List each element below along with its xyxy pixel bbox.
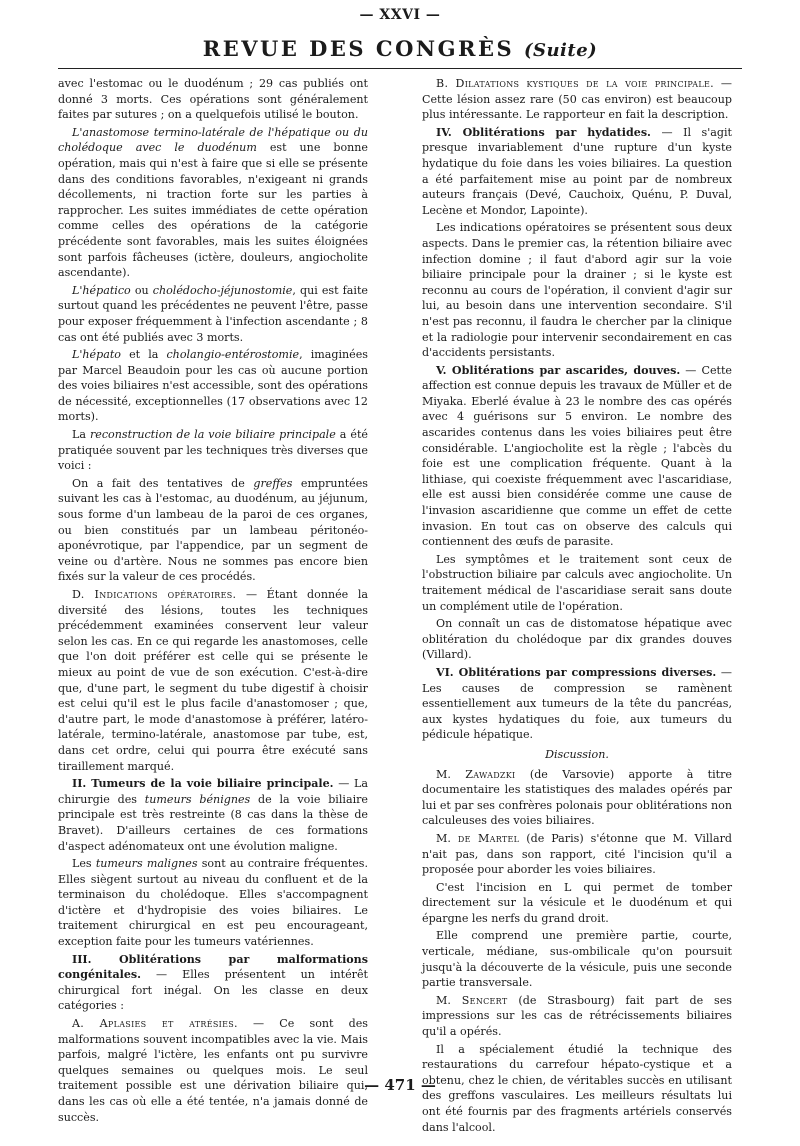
journal-title: [0, 36, 800, 61]
paragraph-text: empruntées suivant les cas à l'estomac, au duodénum, au jéjunum, sous forme d'un lambeau de la paroi de ces organes, ou bien constitués par un lambeau péritonéo-aponévrotique, par l'appendice, par un segment de veine ou d'artère. Nous ne sommes pas encore bien fixés sur la valeur de ces procédés.: [58, 476, 368, 584]
paragraph-text: a été pratiquée souvent par les techniques très diverses que voici :: [58, 428, 368, 473]
paragraph-text: — La chirurgie des: [58, 777, 368, 806]
discussion-heading: Discussion.: [545, 747, 609, 761]
paragraph-text: sont au contraire fréquentes. Elles siègent surtout au niveau du confluent et de la terminaison du cholédoque. Elles s'accompagnent d'ictère et d'hydropisie des voies biliaires. Le traitement chirurgical en est peu encourageant, exception faite pour les tumeurs vatériennes.: [58, 857, 369, 949]
left-paragraph-7: [58, 587, 368, 774]
paragraph-text: est une bonne opération, mais qui n'est à faire que si elle se présente dans des conditions favorables, n'exigeant ni grands décollements, ni traction forte sur les parties à rapprocher. Les suites immédiates de cette opération comme celles des opérations de la catégorie précédente sont favorables, mais les suites éloignées sont parfois fâcheuses (ictère, douleurs, angiocholite ascendante).: [58, 141, 368, 280]
paragraph-text: La: [72, 428, 90, 442]
right-paragraph-3: Les indications opératoires se présentent sous deux aspects. Dans le premier cas, la rétention biliaire avec infection domine ; il faut d'abord agir sur la voie biliaire principale pour la drainer ; si le kyste est reconnu au cours de l'opération, il convient d'agir sur lui, au besoin dans une intervention secondaire. S'il n'est pas reconnu, il faudra le chercher par la clinique et la radiologie pour intervenir secondairement en cas d'accidents persistants.: [422, 221, 732, 360]
left-paragraph-4: [58, 347, 368, 425]
right-paragraph-13: Il a spécialement étudié la technique des restaurations du carrefour hépato-cystique et a obtenu, chez le chien, de véritables succès en utilisant des greffons vasculaires. Les meilleurs résultats lui ont été fournis par des fragments artériels conservés dans l'alcool.: [422, 1042, 732, 1134]
paragraph-text: (de Varsovie) apporte à titre documentaire les statistiques des malades opérés par lui et par ses confrères polonais pour oblitérations non calculeuses des voies biliaires.: [422, 767, 732, 828]
left-paragraph-9: [58, 856, 368, 950]
left-paragraph-1: avec l'estomac ou le duodénum ; 29 cas publiés ont donné 3 morts. Ces opérations sont généralement faites par sutures ; on a quelquefois utilisé le bouton.: [58, 77, 368, 122]
paragraph-text: M.: [436, 831, 458, 845]
paragraph-text: Les: [72, 857, 96, 871]
italic-term: cholangio-entérostomie: [166, 348, 300, 362]
left-paragraph-3: [58, 283, 368, 345]
left-paragraph-8: [58, 776, 368, 854]
section-heading: II. Tumeurs de la voie biliaire principale.: [72, 777, 334, 791]
left-paragraph-10: [58, 952, 368, 1014]
section-heading: VI. Oblitérations par compressions diverses.: [436, 665, 717, 679]
left-paragraph-11: [58, 1016, 368, 1125]
paragraph-text: — Ce sont des malformations souvent incompatibles avec la vie. Mais parfois, malgré l'ictère, les enfants ont pu survivre quelques semaines ou quelques mois. Le seul traitement possible est une dérivation biliaire qui, dans les cas où elle a été tentée, n'a jamais donné de succès.: [58, 1017, 368, 1124]
right-paragraph-1: [422, 76, 732, 123]
section-heading: D. Indications opératoires.: [72, 588, 237, 601]
right-paragraph-2: [422, 125, 732, 219]
author-name: Zawadzki: [465, 767, 516, 781]
italic-term: L'hépato: [72, 348, 121, 362]
page-number: — 471 —: [364, 1076, 436, 1094]
left-paragraph-5: [58, 427, 368, 474]
italic-term: L'hépatico: [72, 283, 131, 297]
right-paragraph-10: C'est l'incision en L qui permet de tomber directement sur la vésicule et le duodénum et qui épargne les nerfs du grand droit.: [422, 880, 732, 925]
author-name: de Martel: [457, 831, 520, 845]
journal-title-suffix: (Suite): [523, 40, 598, 61]
right-paragraph-8: [422, 767, 732, 829]
italic-term: tumeurs malignes: [95, 857, 198, 871]
section-heading: IV. Oblitérations par hydatides.: [436, 125, 651, 139]
header-rule: [58, 68, 742, 69]
section-heading: III. Oblitérations par malformations congénitales.: [58, 952, 368, 982]
right-paragraph-12: [422, 993, 732, 1040]
paragraph-text: — Les causes de compression se ramènent essentiellement aux tumeurs de la tête du pancréas, aux kystes hydatiques du foie, aux tumeurs du pédicule hépatique.: [422, 665, 733, 742]
paragraph-text: et la: [120, 348, 167, 362]
paragraph-text: — Il s'agit presque invariablement d'une rupture d'un kyste hydatique du foie dans les voies biliaires. La question a été parfaitement mise au point par de nombreux auteurs français (Devé, Cauchoix, Quénu, P. Duval, Lecène et Mondor, Lapointe).: [422, 125, 732, 217]
right-paragraph-4: [422, 363, 732, 550]
right-paragraph-11: Elle comprend une première partie, courte, verticale, médiane, sus-ombilicale qu'on poursuit jusqu'à la découverte de la vésicule, puis une seconde partie transversale.: [422, 929, 732, 990]
right-column: [422, 76, 732, 1137]
left-paragraph-6: [58, 476, 368, 585]
section-heading: A. Aplasies et atrésies.: [72, 1017, 238, 1031]
paragraph-text: , qui est faite surtout quand les précédentes ne peuvent l'être, passe pour exposer fréquemment à l'infection ascendante ; 8 cas ont été publiés avec 3 morts.: [58, 283, 368, 344]
italic-term: greffes: [253, 476, 293, 490]
paragraph-text: M.: [436, 993, 462, 1007]
paragraph-text: — Étant donnée la diversité des lésions, toutes les techniques précédemment examinées conservent leur valeur selon les cas. En ce qui regarde les anastomoses, celle que l'on doit préférer est celle qui se présente le mieux au point de vue de son exécution. C'est-à-dire que, d'une part, le segment du tube digestif à choisir est celui qu'il est le plus facile d'anastomoser ; que, d'autre part, le mode d'anastomose à préférer, latéro-latérale, termino-latérale, anastomose par tube, est, dans cet ordre, celui qui pourra être exécuté sans tiraillement marqué.: [58, 588, 368, 773]
paragraph-text: — Elles présentent un intérêt chirurgical fort inégal. On les classe en deux catégories :: [58, 968, 368, 1013]
journal-title-main: REVUE DES CONGRÈS: [202, 36, 515, 61]
right-paragraph-7: [422, 665, 732, 743]
paragraph-text: (de Strasbourg) fait part de ses impressions sur les cas de rétrécissements biliaires qu'il a opérés.: [422, 993, 732, 1039]
paragraph-text: de la voie biliaire principale est très restreinte (8 cas dans la thèse de Bravet). D'ailleurs certaines de ces formations d'aspect adénomateux ont une évolution maligne.: [58, 792, 368, 853]
left-paragraph-2: [58, 125, 368, 281]
paragraph-text: (de Paris) s'étonne que M. Villard n'ait pas, dans son rapport, cité l'incision qu'il a proposée pour aborder les voies biliaires.: [422, 831, 732, 877]
section-heading: V. Oblitérations par ascarides, douves.: [436, 363, 681, 377]
italic-term: reconstruction de la voie biliaire principale: [89, 428, 336, 442]
paragraph-text: M.: [436, 767, 466, 781]
right-paragraph-6: On connaît un cas de distomatose hépatique avec oblitération du cholédoque par dix grandes douves (Villard).: [422, 617, 732, 662]
right-paragraph-5: Les symptômes et le traitement sont ceux de l'obstruction biliaire par calculs avec angiocholite. Un traitement médical de l'ascaridiase serait sans doute un complément utile de l'opération.: [422, 552, 732, 613]
paragraph-text: — Cette lésion assez rare (50 cas environ) est beaucoup plus intéressante. Le rapporteur en fait la description.: [422, 77, 732, 122]
header-roman-numeral: — XXVI —: [359, 7, 441, 23]
right-paragraph-9: [422, 831, 732, 878]
paragraph-text: On a fait des tentatives de: [72, 476, 254, 490]
italic-term: tumeurs bénignes: [144, 792, 251, 806]
author-name: Sencert: [461, 993, 508, 1007]
paragraph-text: , imaginées par Marcel Beaudoin pour les cas où aucune portion des voies biliaires n'est accessible, sont des opérations de nécessité, exceptionnelles (17 observations avec 12 morts).: [58, 348, 369, 424]
paragraph-text: ou: [130, 283, 153, 297]
italic-term: L'anastomose termino-latérale de l'hépatique ou du cholédoque avec le duodénum: [58, 125, 368, 155]
italic-term: cholédocho-jéjunostomie: [152, 283, 293, 297]
paragraph-text: — Cette affection est connue depuis les travaux de Müller et de Miyaka. Eberlé évalue à 23 le nombre des cas opérés avec 4 guérisons sur 5 environ. Le nombre des ascarides contenus dans les voies biliaires peut être considérable. L'angiocholite est la règle ; l'abcès du foie est une complication fréquente. Quant à la lithiase, qui coexiste fréquemment avec l'ascaridiase, elle est aussi bien considérée comme une cause de l'invasion ascaridienne que comme un effet de cette invasion. En tout cas on observe des calculs qui contiennent des œufs de parasite.: [422, 363, 732, 549]
left-column: [58, 76, 368, 1127]
section-heading: B. Dilatations kystiques de la voie principale.: [436, 77, 714, 90]
